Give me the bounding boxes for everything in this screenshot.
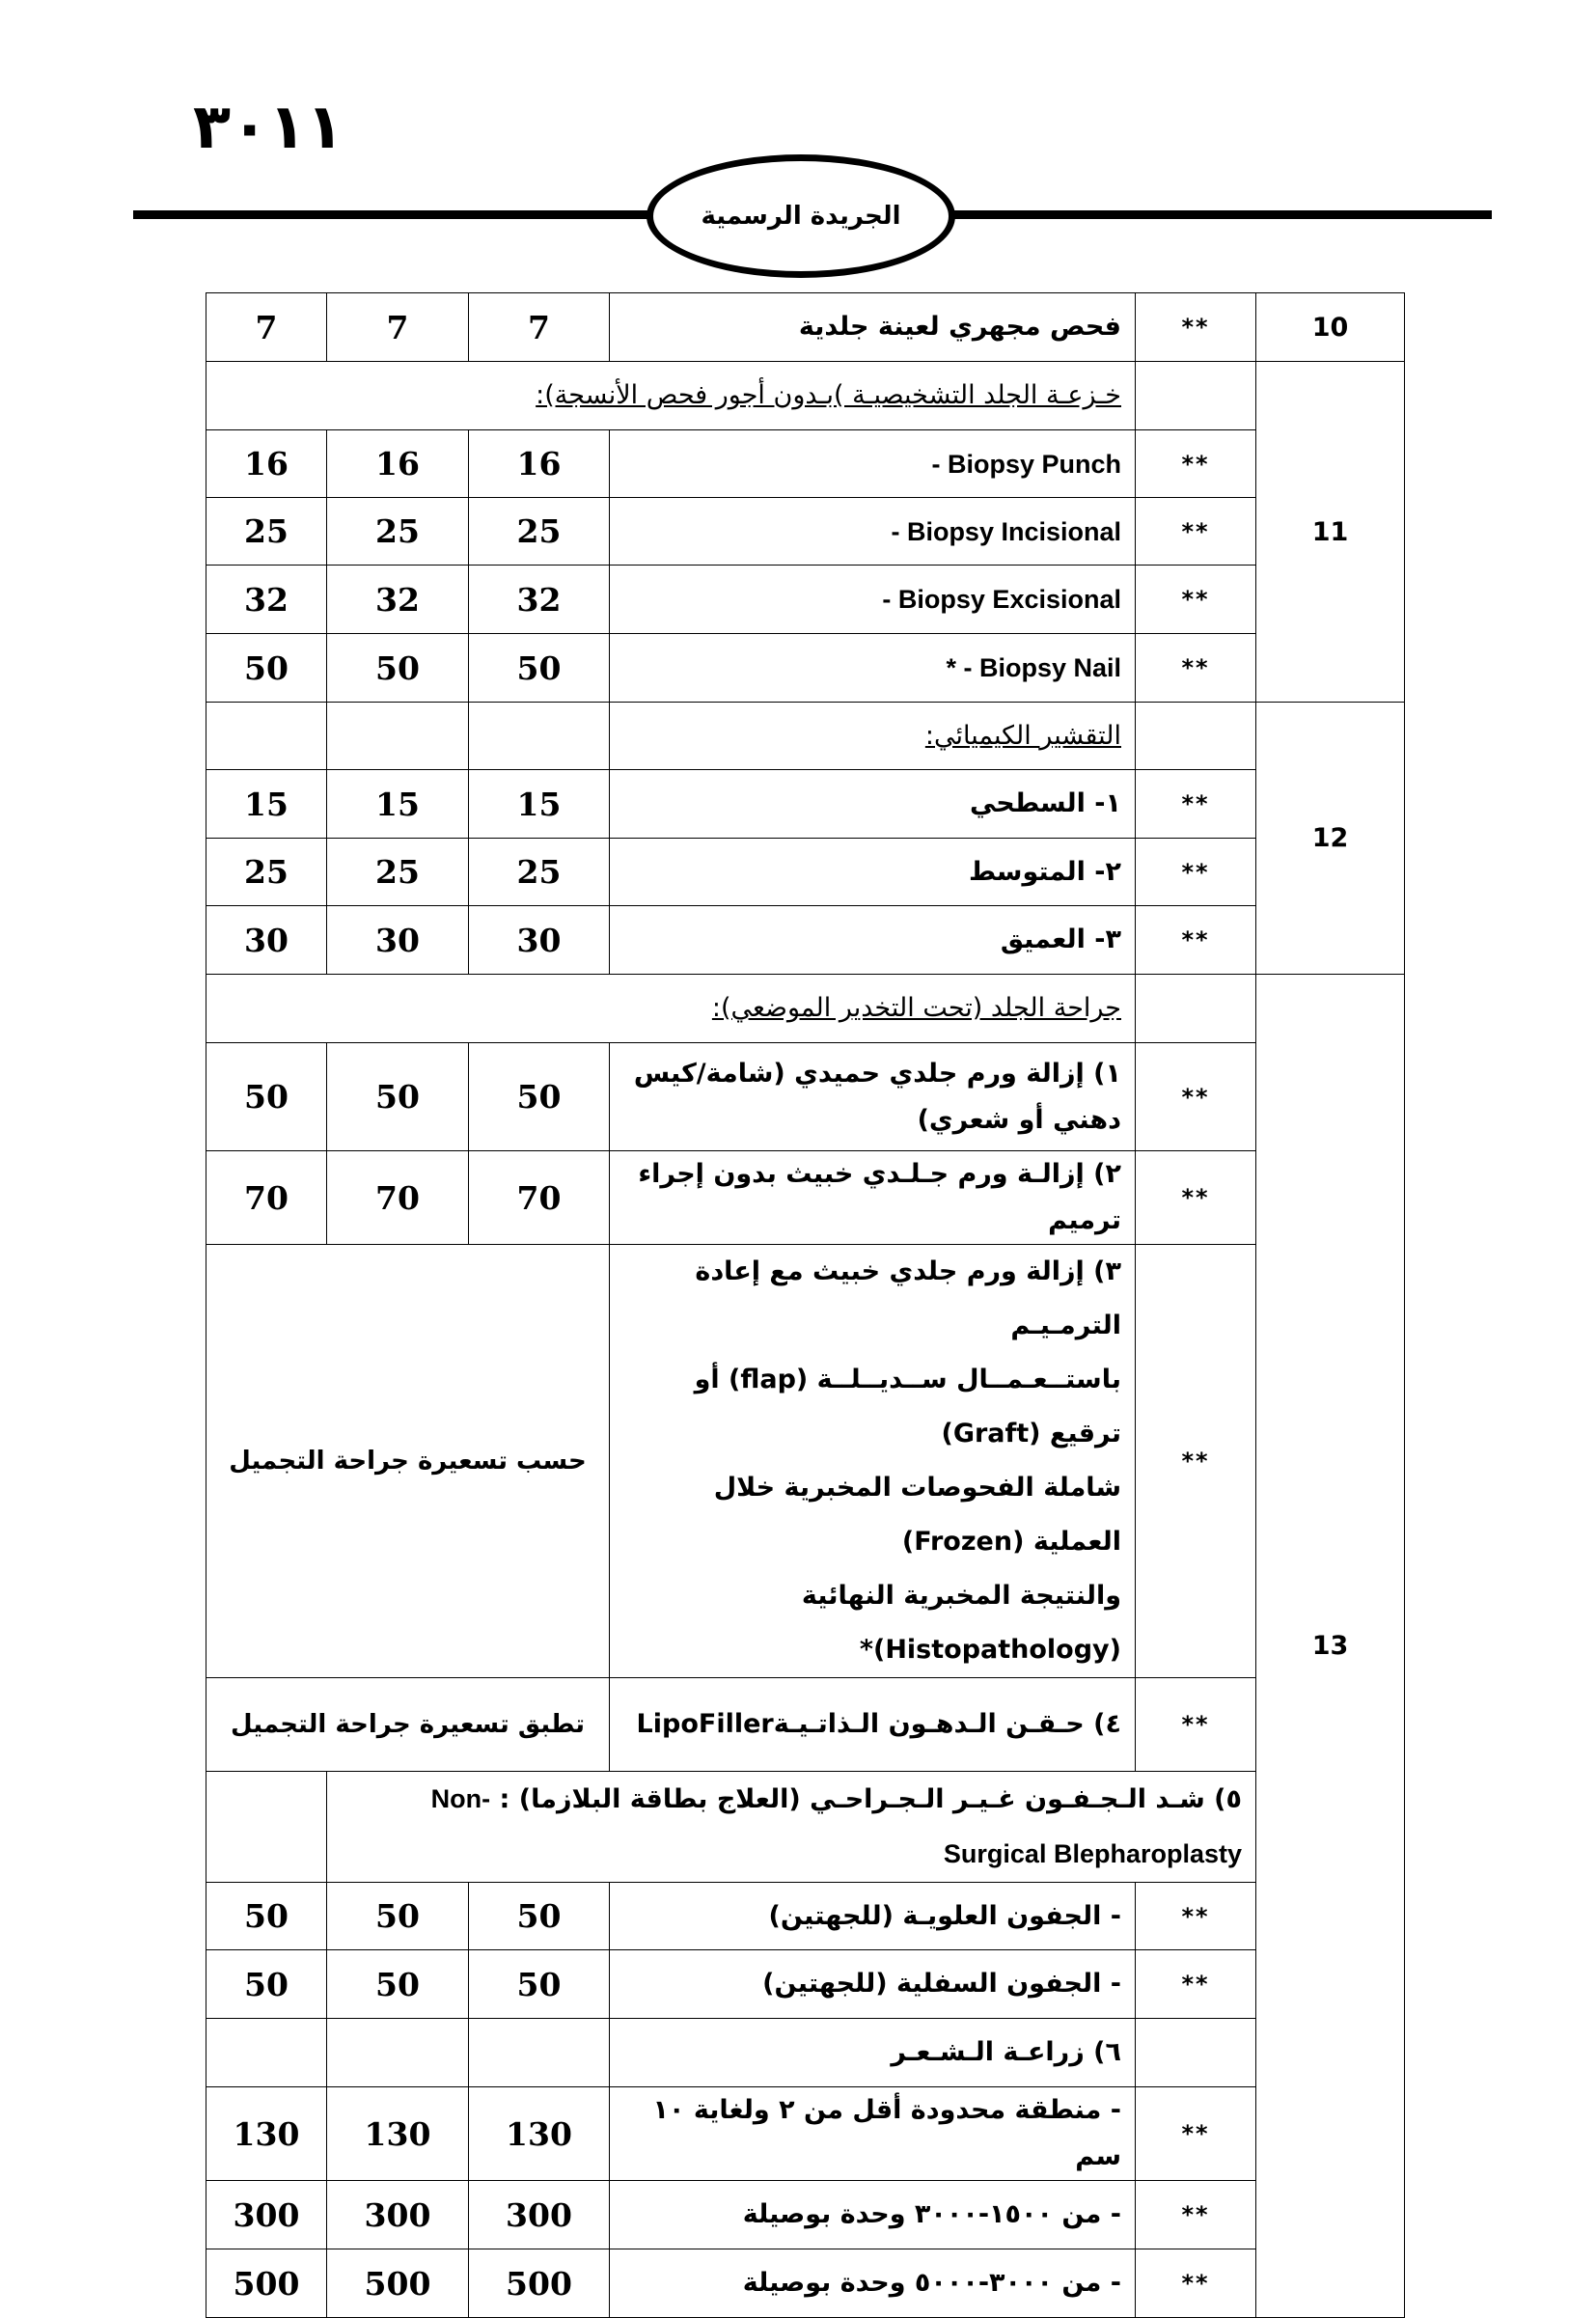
journal-title: الجريدة الرسمية	[701, 202, 901, 231]
fee-cell: 16	[206, 430, 327, 498]
fee-cell: 50	[469, 634, 610, 703]
mark-cell: **	[1136, 1678, 1256, 1772]
mark-cell: **	[1136, 1950, 1256, 2019]
mark-cell	[1136, 2019, 1256, 2087]
table-row	[206, 2087, 1405, 2181]
page-number: ٣٠١١	[193, 92, 344, 163]
fee-cell: 500	[327, 2249, 469, 2318]
fee-cell: 7	[327, 293, 469, 362]
fee-cell	[327, 703, 469, 770]
mark-cell: **	[1136, 2249, 1256, 2318]
fee-cell: 7	[206, 293, 327, 362]
table-row	[206, 293, 1405, 362]
description-cell: - الجفون السفلية (للجهتين)	[610, 1950, 1136, 2019]
table-row	[206, 1772, 1405, 1883]
description-cell: - من ٣٠٠٠-٥٠٠٠ وحدة بوصيلة	[610, 2249, 1136, 2318]
item-number: 13	[1256, 975, 1405, 2318]
fee-cell: 30	[469, 906, 610, 975]
fee-cell	[206, 2019, 327, 2087]
description-cell: * - Biopsy Nail	[610, 634, 1136, 703]
fee-cell: 15	[469, 770, 610, 839]
mark-cell: **	[1136, 839, 1256, 906]
table-row	[206, 1950, 1405, 2019]
table-row	[206, 430, 1405, 498]
table-row	[206, 703, 1405, 770]
mark-cell: **	[1136, 634, 1256, 703]
fee-note: حسب تسعيرة جراحة التجميل	[206, 1245, 610, 1678]
description-line: شاملة الفحوصات المخبرية خلال العملية (Frozen)	[713, 1473, 1121, 1557]
journal-masthead	[647, 154, 955, 278]
table-row	[206, 975, 1405, 1043]
description-english: Non-Surgical Blepharoplasty	[430, 1784, 1242, 1868]
fee-cell: 50	[327, 1043, 469, 1151]
item-number: 12	[1256, 703, 1405, 975]
table-row	[206, 1883, 1405, 1950]
description-cell: - الجفون العلويـة (للجهتين)	[610, 1883, 1136, 1950]
fee-cell: 32	[469, 566, 610, 634]
fee-cell: 300	[469, 2181, 610, 2249]
fee-cell: 25	[469, 498, 610, 566]
fee-cell: 300	[327, 2181, 469, 2249]
fee-cell: 50	[327, 1883, 469, 1950]
description-cell: ١- السطحي	[610, 770, 1136, 839]
section-heading	[206, 975, 1136, 1043]
fee-cell: 50	[206, 1883, 327, 1950]
fee-cell: 130	[327, 2087, 469, 2181]
description-cell: ٢- المتوسط	[610, 839, 1136, 906]
table-row	[206, 498, 1405, 566]
table-row	[206, 1245, 1405, 1678]
description-line: ٣) إزالة ورم جلدي خبيث مع إعادة الترمـيـم	[695, 1256, 1121, 1340]
description-cell: ٢) إزالـة ورم جـلـدي خبيث بدون إجراء ترميم	[610, 1151, 1136, 1245]
fee-cell: 7	[469, 293, 610, 362]
mark-cell: **	[1136, 293, 1256, 362]
fee-cell: 50	[206, 1950, 327, 2019]
fee-cell: 50	[469, 1950, 610, 2019]
table-row	[206, 839, 1405, 906]
fee-cell: 30	[206, 906, 327, 975]
fee-cell: 50	[469, 1883, 610, 1950]
table-row	[206, 1151, 1405, 1245]
mark-cell: **	[1136, 2181, 1256, 2249]
table-row	[206, 2249, 1405, 2318]
fee-cell: 500	[469, 2249, 610, 2318]
fee-cell: 50	[327, 1950, 469, 2019]
section-heading-text: جراحة الجلد (تحت التخدير الموضعي):	[711, 993, 1121, 1023]
fee-cell: 70	[206, 1151, 327, 1245]
mark-cell: **	[1136, 2087, 1256, 2181]
fee-cell: 15	[206, 770, 327, 839]
description-cell: - Biopsy Incisional	[610, 498, 1136, 566]
description-cell: - منطقة محدودة أقل من ٢ ولغاية ١٠ سم	[610, 2087, 1136, 2181]
mark-cell: **	[1136, 566, 1256, 634]
fee-cell: 50	[206, 634, 327, 703]
table-row	[206, 566, 1405, 634]
mark-cell: **	[1136, 906, 1256, 975]
mark-cell	[1136, 975, 1256, 1043]
table-row	[206, 770, 1405, 839]
fee-cell: 25	[327, 839, 469, 906]
description-cell: ٤) حـقـن الـدهـون الـذاتـيـةLipoFiller	[610, 1678, 1136, 1772]
description-cell: ٣- العميق	[610, 906, 1136, 975]
mark-cell	[1136, 362, 1256, 430]
fee-cell	[469, 2019, 610, 2087]
mark-cell: **	[1136, 430, 1256, 498]
mark-cell: **	[1136, 1883, 1256, 1950]
mark-cell	[1136, 703, 1256, 770]
fee-cell: 32	[206, 566, 327, 634]
fee-cell: 50	[469, 1043, 610, 1151]
table-row	[206, 906, 1405, 975]
description-line: باستــعـمــال ســديــلــة (flap) أو ترقيع (Graft)	[694, 1365, 1121, 1449]
header-rule-right	[952, 210, 1492, 219]
table-row	[206, 1043, 1405, 1151]
table-row	[206, 362, 1405, 430]
table-row	[206, 2181, 1405, 2249]
description-line: والنتيجة المخبرية النهائية (Histopathology)*	[801, 1581, 1121, 1665]
fee-cell: 70	[327, 1151, 469, 1245]
table-row	[206, 2019, 1405, 2087]
fee-cell: 16	[327, 430, 469, 498]
mark-cell: **	[1136, 1043, 1256, 1151]
fee-cell: 130	[469, 2087, 610, 2181]
fee-cell: 25	[206, 498, 327, 566]
fee-cell: 32	[327, 566, 469, 634]
mark-cell	[206, 1772, 327, 1883]
fee-cell: 30	[327, 906, 469, 975]
mark-cell: **	[1136, 1245, 1256, 1678]
description-cell: فحص مجهري لعينة جلدية	[610, 293, 1136, 362]
mark-cell: **	[1136, 498, 1256, 566]
table-row	[206, 1678, 1405, 1772]
fee-cell: 50	[327, 634, 469, 703]
fee-cell	[469, 703, 610, 770]
fee-cell: 25	[327, 498, 469, 566]
mark-cell: **	[1136, 770, 1256, 839]
description-line	[341, 1772, 1242, 1882]
section-heading	[610, 703, 1136, 770]
header-rule-left	[133, 210, 654, 219]
section-heading	[206, 362, 1136, 430]
item-number: 10	[1256, 293, 1405, 362]
table-row	[206, 634, 1405, 703]
fee-cell: 16	[469, 430, 610, 498]
description-arabic: ٥) شـد الـجـفـون غـيـر الـجـراحـي (العلاج بطاقة البلازما) :	[499, 1784, 1242, 1814]
section-heading-text: خـزعـة الجلد التشخيصيـة )بـدون أجور فحص الأنسجة):	[536, 380, 1121, 410]
fee-note: تطبق تسعيرة جراحة التجميل	[206, 1678, 610, 1772]
fee-cell: 300	[206, 2181, 327, 2249]
fee-cell: 70	[469, 1151, 610, 1245]
description-cell: - Biopsy Excisional	[610, 566, 1136, 634]
item-number: 11	[1256, 362, 1405, 703]
fee-cell: 25	[206, 839, 327, 906]
fee-cell: 130	[206, 2087, 327, 2181]
fee-cell: 500	[206, 2249, 327, 2318]
fee-cell: 50	[206, 1043, 327, 1151]
fee-cell: 15	[327, 770, 469, 839]
description-cell: ١) إزالة ورم جلدي حميدي (شامة/كيس دهني أو شعري)	[610, 1043, 1136, 1151]
description-cell	[327, 1772, 1256, 1883]
fee-cell	[327, 2019, 469, 2087]
fees-table	[206, 292, 1405, 2318]
description-cell	[610, 1245, 1136, 1678]
mark-cell: **	[1136, 1151, 1256, 1245]
description-cell: - من ١٥٠٠-٣٠٠٠ وحدة بوصيلة	[610, 2181, 1136, 2249]
description-cell: - Biopsy Punch	[610, 430, 1136, 498]
fee-cell	[206, 703, 327, 770]
description-cell: ٦) زراعـة الـشـعـر	[610, 2019, 1136, 2087]
section-heading-text: التقشير الكيميائي:	[924, 720, 1121, 751]
fee-cell: 25	[469, 839, 610, 906]
